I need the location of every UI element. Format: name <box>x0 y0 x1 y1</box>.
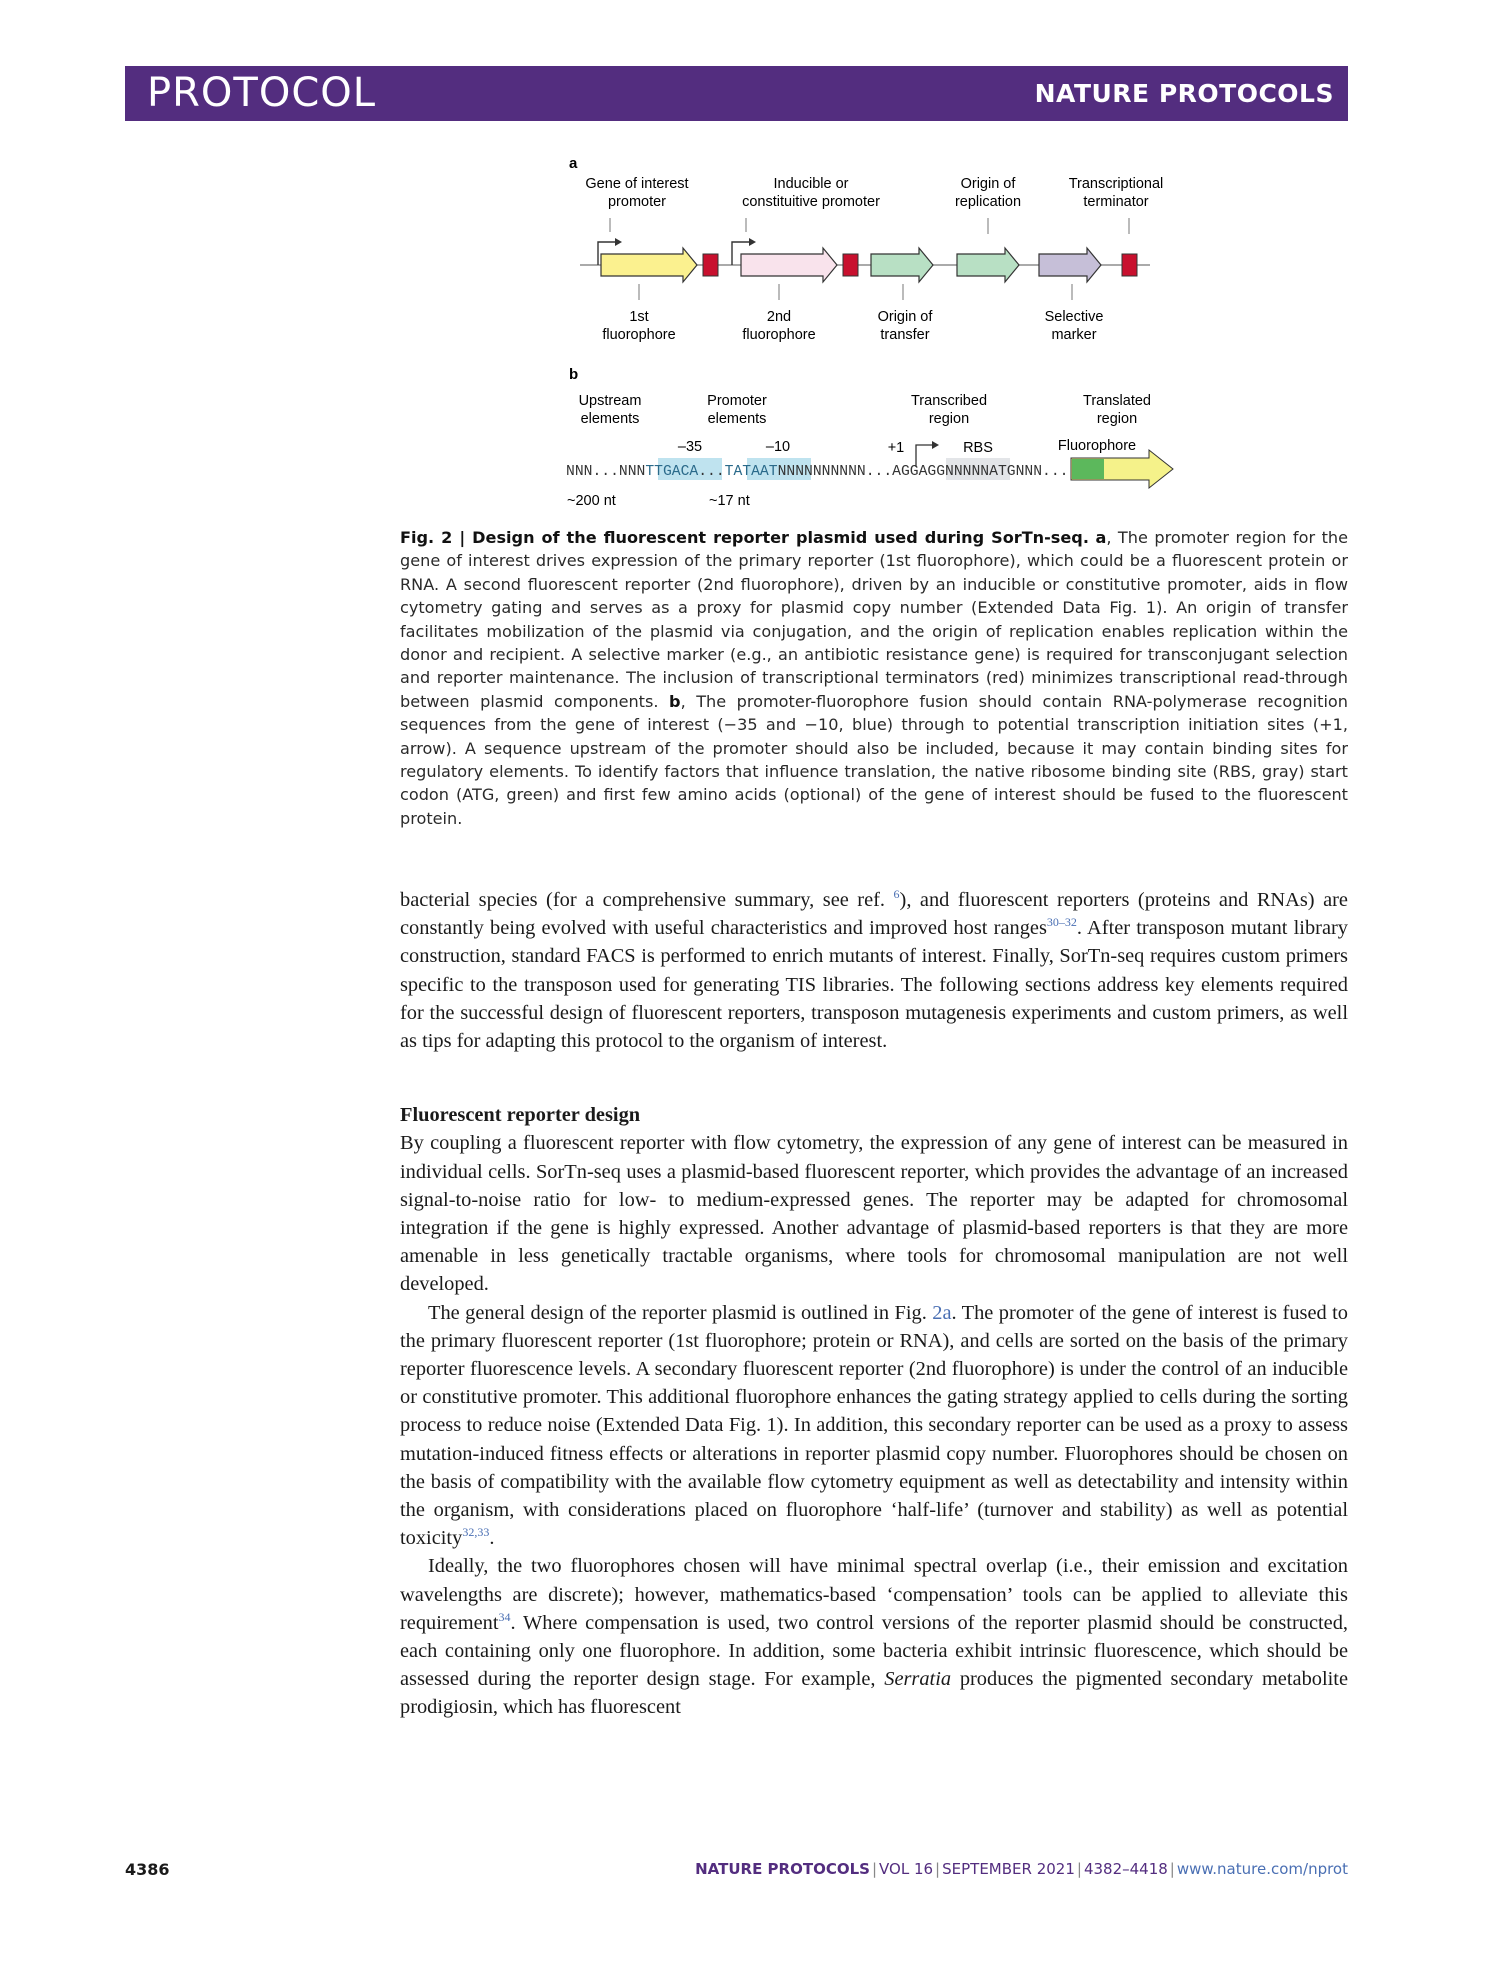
section-label: PROTOCOL <box>147 70 377 116</box>
caption-a-text: , The promoter region for the gene of interest drives expression of the primary reporter (1st fluorophore), which could be a fluorescent protein or RNA. A second fluorescent reporter (2nd fluorophore), driven by an inducible or constitutive promoter, aids in flow cytometry gating and serves as a proxy for plasmid copy number (Extended Data Fig. 1). An origin of transfer facilitates mobilization of the plasmid via conjugation, and the origin of replication enables replication within the donor and recipient. A selective marker (e.g., an antibiotic resistance gene) is required for transconjugant selection and reporter maintenance. The inclusion of transcriptional terminators (red) minimizes transcriptional read-through between plasmid components. <box>400 528 1348 711</box>
bottom-connectors <box>639 284 1072 300</box>
seq-rbs: AGGAGG <box>892 464 946 480</box>
selective-marker-arrow <box>1039 248 1101 282</box>
head-upstream-2: elements <box>580 411 640 427</box>
figure-caption <box>400 526 1348 830</box>
terminator-1 <box>703 254 718 276</box>
p3-text-2: . The promoter of the gene of interest is fused to the primary fluorescent reporter (1st fluorophore; protein or RNA), and cells are sorted on the basis of the primary reporter fluorescence levels. A secondary fluorescent reporter (2nd fluorophore) is under the control of an inducible or constitutive promoter. This additional fluorophore enhances the gating strategy applied to cells during the sorting process to reduce noise (Extended Data Fig. 1). In addition, this secondary reporter can be used as a proxy to assess mutation-induced fitness effects or alterations in reporter plasmid copy number. Fluorophores should be chosen on the basis of compatibility with the available flow cytometry equipment as well as detectability and intensity within the organism, with considerations placed on fluorophore ‘half-life’ (turnover and stability) as well as potential toxicity <box>400 1301 1348 1550</box>
mark-plus-1: +1 <box>887 440 905 456</box>
mark-rbs: RBS <box>963 440 993 456</box>
terminator-3 <box>1122 254 1137 276</box>
seq-minus35: TTGACA <box>645 464 699 480</box>
p1-text-1: bacterial species (for a comprehensive summary, see ref. <box>400 889 894 911</box>
footer-pages: 4382–4418 <box>1083 1860 1168 1878</box>
mark-minus-10: –10 <box>765 439 791 455</box>
label-fluorophore-2-b: fluorophore <box>742 327 816 343</box>
panel-a-letter: a <box>569 155 578 172</box>
promoter-arrowhead-icon <box>615 238 622 246</box>
ref-link-34[interactable]: 34 <box>498 1610 511 1625</box>
caption-label: Fig. 2 | Design of the fluorescent reporter plasmid used during SorTn-seq. <box>400 528 1089 547</box>
label-fluorophore-1-a: 1st <box>629 309 649 325</box>
p4-text-2: . Where compensation is used, two control versions of the reporter plasmid should be constructed, each containing only one fluorophore. In addition, some bacteria exhibit intrinsic fluorescence, which should be assessed during the reporter design stage. For example, <box>400 1611 1348 1691</box>
label-terminator-2: terminator <box>1083 194 1149 210</box>
journal-url-link[interactable]: www.nature.com/nprot <box>1176 1860 1348 1878</box>
header-bar <box>125 66 1348 121</box>
label-origin-replication-1: Origin of <box>960 176 1016 192</box>
ref-link-32-33[interactable]: 32,33 <box>462 1525 490 1540</box>
p4-species: Serratia <box>884 1668 952 1691</box>
sequence <box>566 464 1068 480</box>
label-inducible-promoter-1: Inducible or <box>773 176 849 192</box>
p4-text-3: produces the pigmented secondary metabolite prodigiosin, which has fluorescent <box>400 1668 1349 1719</box>
head-transcribed-2: region <box>928 411 970 427</box>
seq-upstream: NNN...NNN <box>566 464 646 480</box>
caption-a-letter: a <box>1095 528 1107 547</box>
origin-replication-arrow <box>957 248 1019 282</box>
label-fluorophore-2-a: 2nd <box>766 309 792 325</box>
figure-2 <box>555 150 1185 520</box>
mark-fluorophore: Fluorophore <box>1057 438 1137 454</box>
body-text <box>400 886 1348 1722</box>
head-translated-2: region <box>1096 411 1138 427</box>
label-selective-marker-a: Selective <box>1044 309 1104 325</box>
paragraph-3 <box>400 1299 1348 1553</box>
label-goi-promoter-1: Gene of interest <box>585 176 689 192</box>
fluorophore-1-arrow <box>601 248 697 282</box>
footer-journal: NATURE PROTOCOLS <box>695 1860 870 1878</box>
footer-separator: | <box>1169 1860 1175 1878</box>
head-translated-1: Translated <box>1083 393 1151 409</box>
p3-text-3: . <box>489 1527 495 1550</box>
footer-separator: | <box>1076 1860 1082 1878</box>
atg-box <box>1072 459 1104 479</box>
footer-volume: VOL 16 <box>879 1860 934 1878</box>
seq-transcribed: NNNNNNNNNN... <box>777 464 893 480</box>
seq-atg: ATG <box>989 464 1016 480</box>
figure-2-diagram <box>555 150 1185 520</box>
paragraph-1 <box>400 886 1348 1055</box>
footer-separator: | <box>935 1860 941 1878</box>
p1-text-2: ), and fluorescent reporters (proteins and RNAs) are constantly being evolved with useful characteristics and improved host ranges <box>400 889 1348 940</box>
p1-text-3: . After transposon mutant library construction, standard FACS is performed to enrich mutants of interest. Finally, SorTn-seq requires custom primers specific to the transposon used for generating TIS libraries. The following sections address key elements required for the successful design of fluorescent reporters, transposon mutagenesis experiments and custom primers, as well as tips for adapting this protocol to the organism of interest. <box>400 917 1348 1053</box>
panel-b-letter: b <box>569 366 579 383</box>
footer-citation <box>695 1860 1348 1878</box>
seq-minus10: TATAAT <box>724 464 778 480</box>
ref-link-6[interactable]: 6 <box>893 887 900 902</box>
head-promoter-1: Promoter <box>707 393 767 409</box>
journal-name: NATURE PROTOCOLS <box>1034 79 1334 108</box>
label-origin-transfer-b: transfer <box>880 327 930 343</box>
label-origin-transfer-a: Origin of <box>877 309 933 325</box>
p3-text-1: The general design of the reporter plasmid is outlined in Fig. <box>428 1301 933 1324</box>
label-fluorophore-1-b: fluorophore <box>602 327 676 343</box>
head-promoter-2: elements <box>707 411 767 427</box>
fig-ref-2a[interactable]: 2a <box>932 1301 952 1324</box>
label-origin-replication-2: replication <box>954 194 1022 210</box>
fluorophore-2-arrow <box>741 248 837 282</box>
caption-b-letter: b <box>669 691 681 711</box>
head-transcribed-1: Transcribed <box>910 393 988 409</box>
footer-date: SEPTEMBER 2021 <box>942 1860 1075 1878</box>
distance-spacer: ~17 nt <box>709 493 750 509</box>
top-connectors <box>610 218 1129 234</box>
mark-minus-35: –35 <box>677 439 703 455</box>
p4-text-1: Ideally, the two fluorophores chosen will have minimal spectral overlap (i.e., their emission and excitation wavelengths are discrete); however, mathematics-based ‘compensation’ tools can be applied to alleviate this requirement <box>400 1555 1348 1634</box>
page-number: 4386 <box>125 1860 170 1879</box>
footer-separator: | <box>871 1860 878 1878</box>
ref-link-30-32[interactable]: 30–32 <box>1046 915 1077 930</box>
paragraph-4 <box>400 1552 1348 1721</box>
caption-b-text: , The promoter-fluorophore fusion should contain RNA-polymerase recognition sequences from the gene of interest (−35 and −10, blue) through to potential transcription initiation sites (+1, arrow). A sequence upstream of the promoter should also be included, because it may contain binding sites for regulatory elements. To identify factors that influence translation, the native ribosome binding site (RBS, gray) start codon (ATG, green) and first few amino acids (optional) of the gene of interest should be fused to the fluorescent protein. <box>400 691 1348 828</box>
seq-coding: NNN... <box>1015 464 1069 480</box>
seq-spacer: ... <box>698 464 725 480</box>
seq-gap: NNNNN <box>945 464 990 480</box>
promoter-arrowhead-2-icon <box>749 238 756 246</box>
terminator-2 <box>843 254 858 276</box>
label-terminator-1: Transcriptional <box>1068 176 1164 192</box>
section-heading: Fluorescent reporter design <box>400 1104 641 1127</box>
origin-transfer-arrow <box>871 248 933 282</box>
head-upstream-1: Upstream <box>578 393 642 409</box>
distance-upstream: ~200 nt <box>567 493 616 509</box>
tss-arrowhead-icon <box>932 441 939 449</box>
paragraph-2: By coupling a fluorescent reporter with flow cytometry, the expression of any gene of interest can be measured in individual cells. SorTn-seq uses a plasmid-based fluorescent reporter, which provides the advantage of an increased signal-to-noise ratio for low- to medium-expressed genes. The reporter may be adapted for chromosomal integration if the gene is highly expressed. Another advantage of plasmid-based reporters is that they are more amenable in less genetically tractable organisms, where tools for chromosomal manipulation are not well developed. <box>400 1132 1348 1296</box>
label-inducible-promoter-2: constituitive promoter <box>742 194 880 210</box>
label-selective-marker-b: marker <box>1051 327 1097 343</box>
label-goi-promoter-2: promoter <box>607 194 667 210</box>
